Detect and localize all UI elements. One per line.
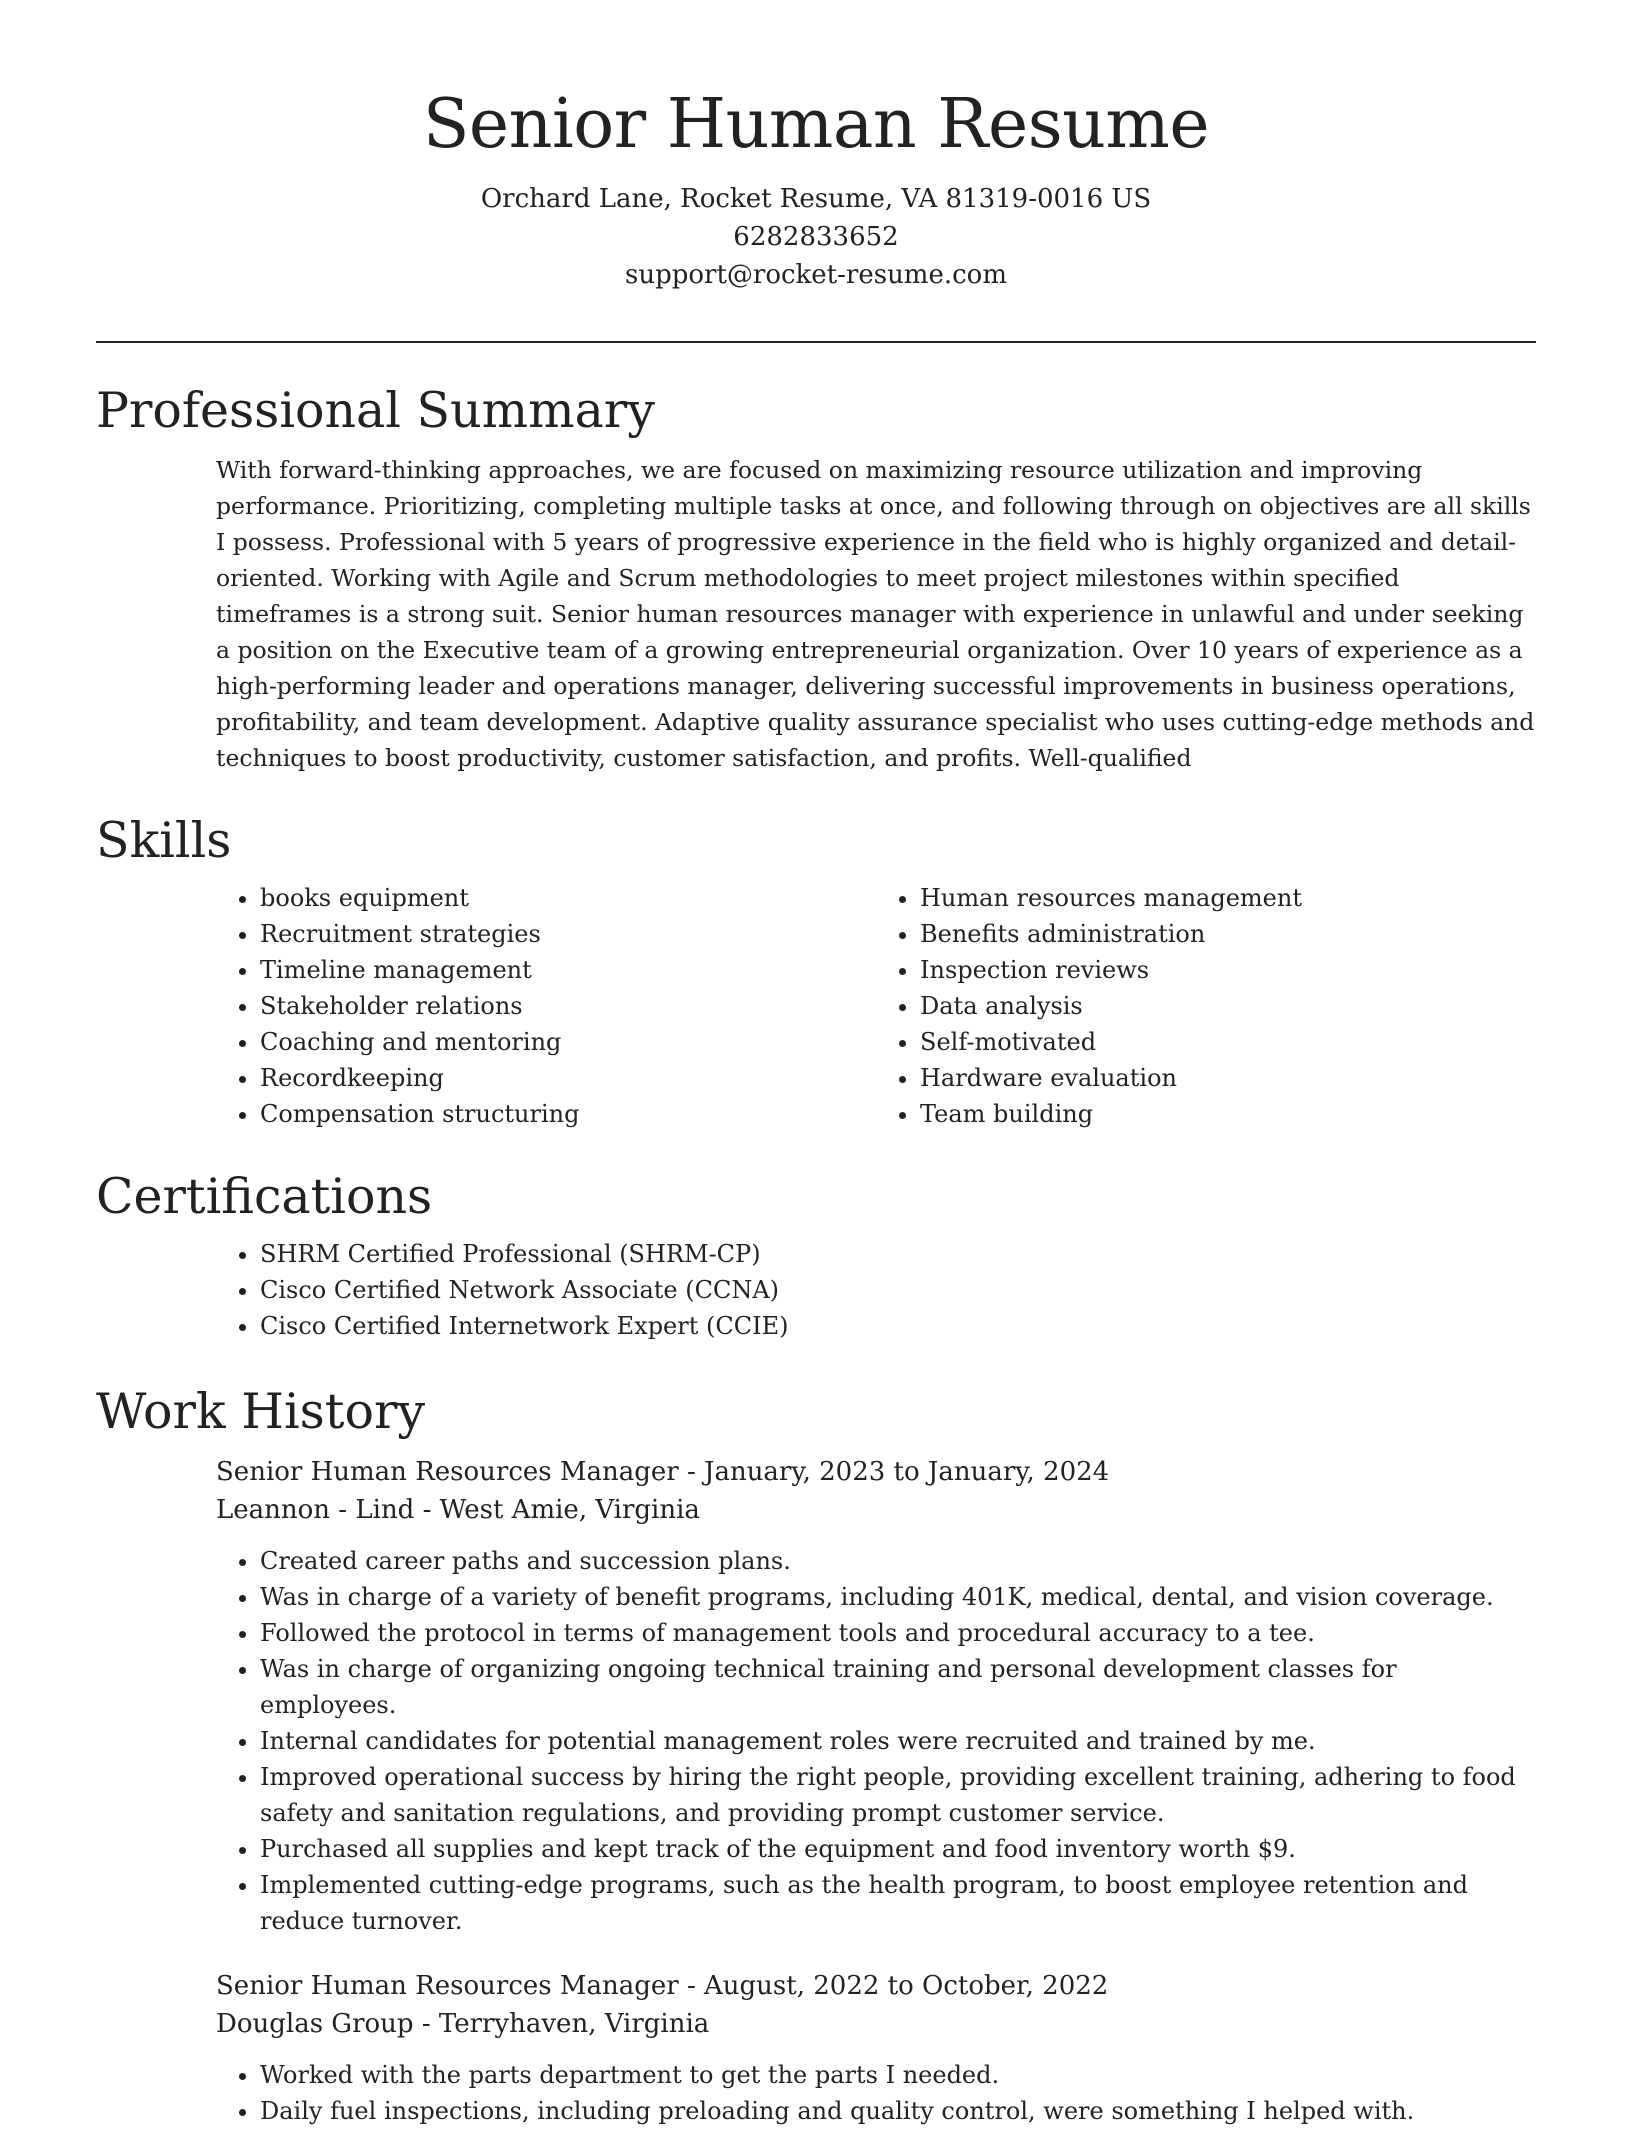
certifications-section [96, 1168, 1536, 1344]
skill-item: • Human resources management [920, 880, 1536, 916]
certification-item: • SHRM Certified Professional (SHRM-CP) [260, 1236, 1536, 1272]
skill-item: • books equipment [260, 880, 876, 916]
skill-item: • Coaching and mentoring [260, 1024, 876, 1060]
work-history-section [96, 1383, 1536, 2129]
skill-item: • Inspection reviews [920, 952, 1536, 988]
skill-item: • Hardware evaluation [920, 1060, 1536, 1096]
job-title-line: Senior Human Resources Manager - January, 2023 to January, 2024 [216, 1457, 1110, 1487]
header-divider [96, 341, 1536, 343]
certification-item: • Cisco Certified Internetwork Expert (CCIE) [260, 1308, 1536, 1344]
skills-list-right [876, 880, 1536, 1132]
skill-item: • Self-motivated [920, 1024, 1536, 1060]
contact-address: Orchard Lane, Rocket Resume, VA 81319-0016 US [480, 184, 1152, 214]
job-bullets [96, 2057, 1536, 2129]
skill-item: • Recordkeeping [260, 1060, 876, 1096]
resume-header [0, 80, 1632, 294]
contact-block [0, 180, 1632, 294]
contact-phone: 6282833652 [733, 222, 899, 252]
job-company-line: Leannon - Lind - West Amie, Virginia [216, 1495, 700, 1525]
job-bullet: • Was in charge of organizing ongoing technical training and personal development classes for employees. [260, 1651, 1536, 1723]
job-bullet: • Followed the protocol in terms of management tools and procedural accuracy to a tee. [260, 1615, 1536, 1651]
job-entry [216, 1453, 1536, 1939]
skill-item: • Timeline management [260, 952, 876, 988]
skill-item: • Benefits administration [920, 916, 1536, 952]
skills-columns [216, 880, 1536, 1132]
skills-list-left [216, 880, 876, 1132]
skill-item: • Recruitment strategies [260, 916, 876, 952]
job-bullets [96, 1543, 1536, 1939]
summary-section [96, 382, 1536, 776]
certifications-title: Certifications [96, 1168, 433, 1225]
summary-text: With forward-thinking approaches, we are focused on maximizing resource utilization and improving performance. Prioritizing, completing multiple tasks at once, and following through on objectives are all skills I possess. Professional with 5 years of progressive experience in the field who is highly organized and detail-oriented. Working with Agile and Scrum methodologies to meet project milestones within specified timeframes is a strong suit. Senior human resources manager with experience in unlawful and under seeking a position on the Executive team of a growing entrepreneurial organization. Over 10 years of experience as a high-performing leader and operations manager, delivering successful improvements in business operations, profitability, and team development. Adaptive quality assurance specialist who uses cutting-edge methods and techniques to boost productivity, customer satisfaction, and profits. Well-qualified [216, 456, 1535, 772]
work-history-title: Work History [96, 1383, 426, 1440]
summary-title: Professional Summary [96, 382, 655, 439]
certifications-list [216, 1236, 1536, 1344]
job-bullet: • Created career paths and succession plans. [260, 1543, 1536, 1579]
job-bullet: • Was in charge of a variety of benefit programs, including 401K, medical, dental, and vision coverage. [260, 1579, 1536, 1615]
skill-item: • Stakeholder relations [260, 988, 876, 1024]
job-bullet: • Purchased all supplies and kept track of the equipment and food inventory worth $9. [260, 1831, 1536, 1867]
job-title-line: Senior Human Resources Manager - August, 2022 to October, 2022 [216, 1971, 1109, 2001]
skills-title: Skills [96, 812, 232, 869]
contact-email: support@rocket-resume.com [624, 260, 1007, 290]
job-bullet: • Implemented cutting-edge programs, such as the health program, to boost employee retention and reduce turnover. [260, 1867, 1536, 1939]
certifications-list-wrap [216, 1236, 1536, 1344]
job-company-line: Douglas Group - Terryhaven, Virginia [216, 2009, 710, 2039]
job-entry [216, 1967, 1536, 2129]
job-bullet: • Worked with the parts department to get the parts I needed. [260, 2057, 1536, 2093]
job-bullet: • Internal candidates for potential management roles were recruited and trained by me. [260, 1723, 1536, 1759]
certification-item: • Cisco Certified Network Associate (CCNA) [260, 1272, 1536, 1308]
job-bullet: • Daily fuel inspections, including preloading and quality control, were something I helped with. [260, 2093, 1536, 2129]
skills-section [96, 812, 1536, 1132]
resume-name: Senior Human Resume [422, 85, 1210, 164]
skill-item: • Data analysis [920, 988, 1536, 1024]
skill-item: • Team building [920, 1096, 1536, 1132]
skill-item: • Compensation structuring [260, 1096, 876, 1132]
job-bullet: • Improved operational success by hiring the right people, providing excellent training, adhering to food safety and sanitation regulations, and providing prompt customer service. [260, 1759, 1536, 1831]
